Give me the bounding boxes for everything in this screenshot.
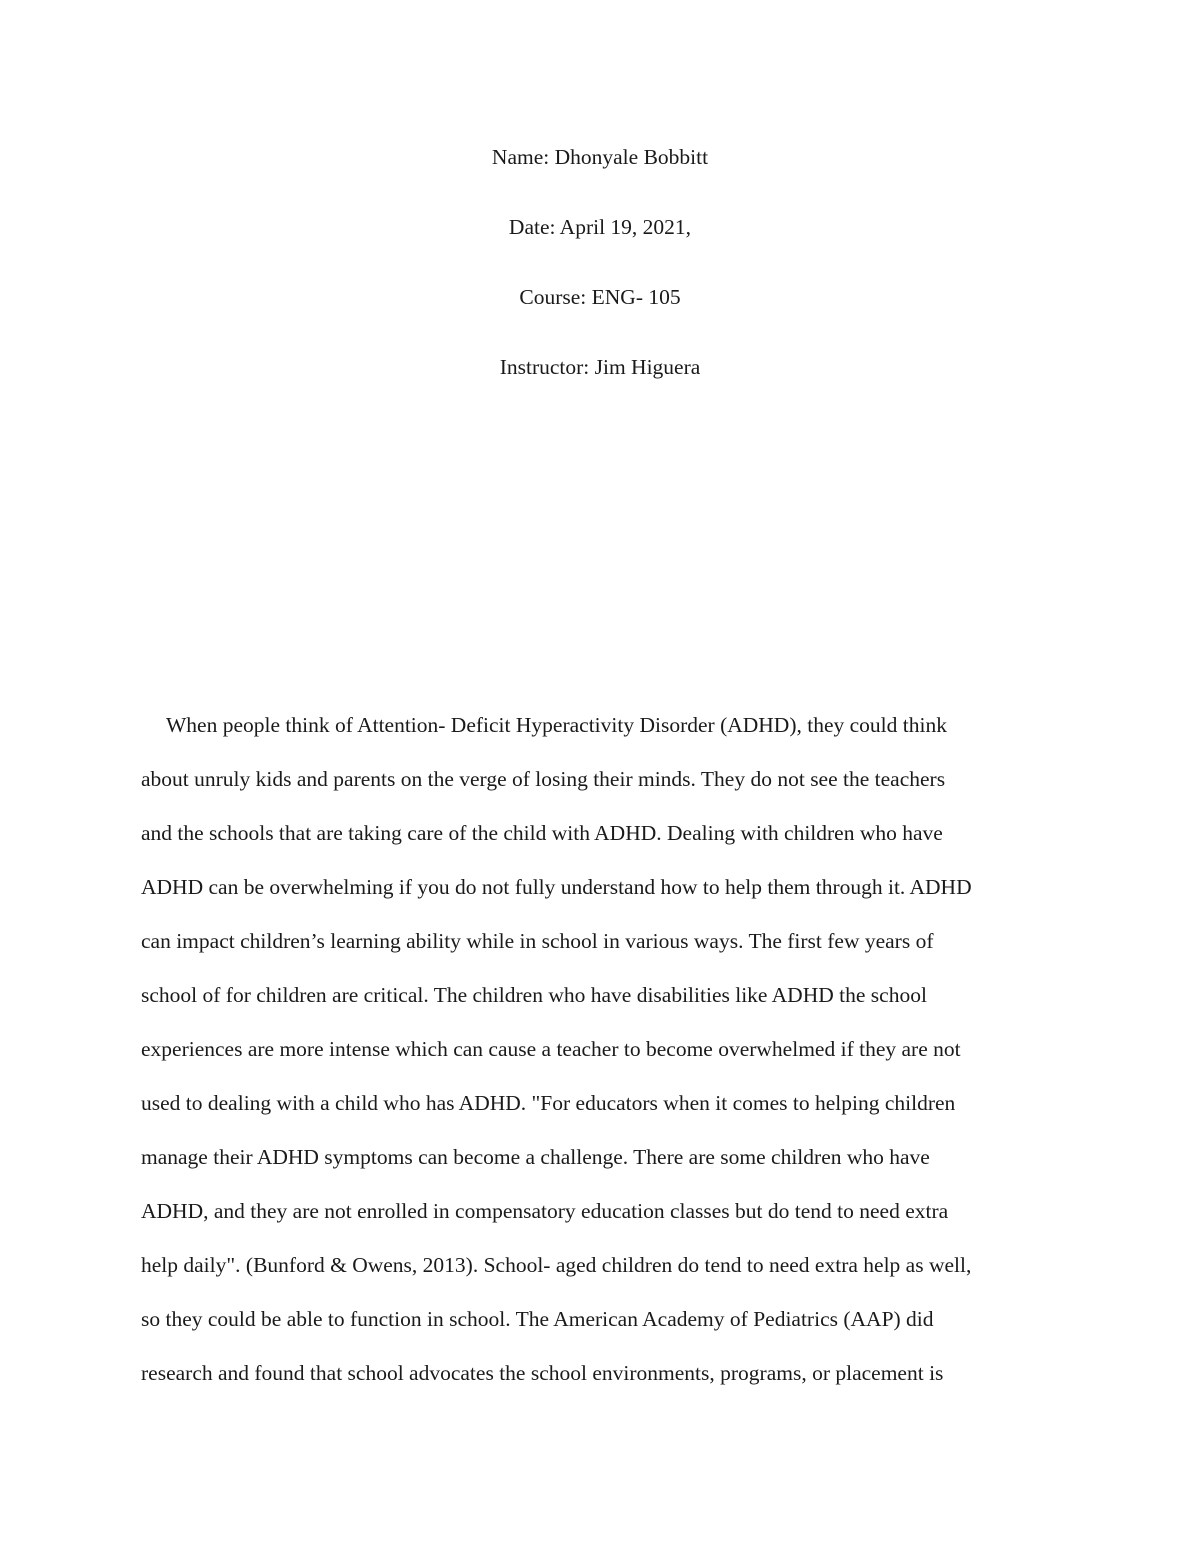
essay-body — [141, 698, 1061, 1400]
paragraph-line: so they could be able to function in school. The American Academy of Pediatrics (AAP) did — [141, 1307, 934, 1331]
paragraph-line: about unruly kids and parents on the verge of losing their minds. They do not see the teachers — [141, 767, 946, 791]
paragraph-line: experiences are more intense which can cause a teacher to become overwhelmed if they are not — [141, 1037, 961, 1061]
instructor-name: Instructor: Jim Higuera — [499, 355, 701, 379]
paragraph-line: manage their ADHD symptoms can become a challenge. There are some children who have — [141, 1145, 930, 1169]
paragraph-line: school of for children are critical. The children who have disabilities like ADHD the school — [141, 983, 927, 1007]
paragraph-line: ADHD, and they are not enrolled in compensatory education classes but do tend to need extra — [141, 1199, 949, 1223]
paragraph-line: research and found that school advocates the school environments, programs, or placement is — [141, 1361, 944, 1385]
paragraph-line: ADHD can be overwhelming if you do not fully understand how to help them through it. ADHD — [141, 875, 972, 899]
title-block — [0, 140, 1200, 420]
course-code: Course: ENG- 105 — [519, 285, 681, 309]
paragraph-line: used to dealing with a child who has ADHD. "For educators when it comes to helping children — [141, 1091, 956, 1115]
paragraph-line: help daily". (Bunford & Owens, 2013). School- aged children do tend to need extra help as well, — [141, 1253, 972, 1277]
submission-date: Date: April 19, 2021, — [508, 215, 692, 239]
paragraph-line: can impact children’s learning ability while in school in various ways. The first few years of — [141, 929, 934, 953]
paragraph-line: and the schools that are taking care of the child with ADHD. Dealing with children who have — [141, 821, 943, 845]
paragraph-line: When people think of Attention- Deficit Hyperactivity Disorder (ADHD), they could think — [166, 713, 947, 737]
student-name: Name: Dhonyale Bobbitt — [491, 145, 709, 169]
